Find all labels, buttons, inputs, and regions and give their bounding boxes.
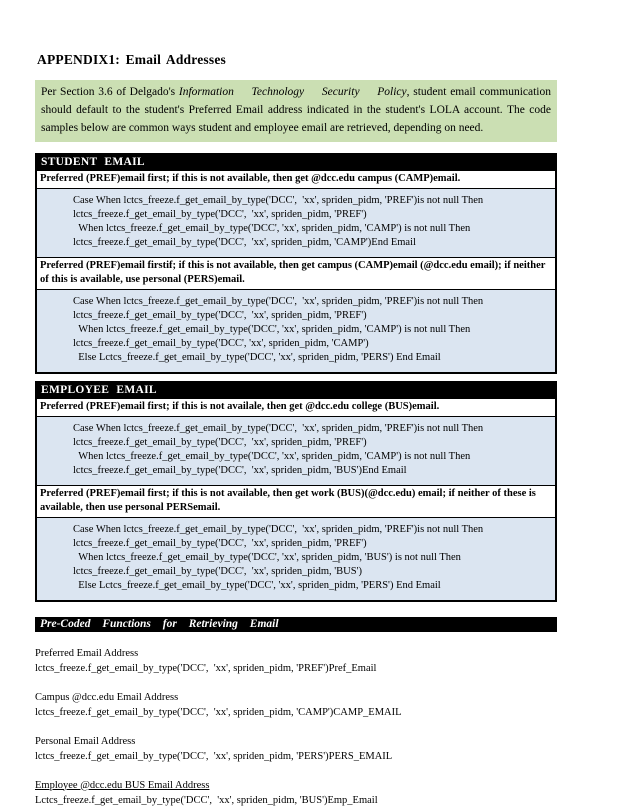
employee-email-section [35, 381, 557, 602]
student-email-code-block-1 [37, 188, 555, 257]
code-line: When lctcs_freeze.f_get_email_by_type('DCC', 'xx', spriden_pidm, 'CAMP') is not null Then [73, 450, 471, 462]
code-line: Else Lctcs_freeze.f_get_email_by_type('DCC', 'xx', spriden_pidm, 'PERS') End Email [73, 579, 441, 591]
precoded-entry-code: lctcs_freeze.f_get_email_by_type('DCC', 'xx', spriden_pidm, 'PERS')PERS_EMAIL [35, 750, 393, 762]
precoded-functions-header-bar: Pre-Coded Functions for Retrieving Email [35, 617, 557, 632]
code-line: lctcs_freeze.f_get_email_by_type('DCC', 'xx', spriden_pidm, 'BUS')End Email [73, 464, 407, 476]
code-line: Else Lctcs_freeze.f_get_email_by_type('DCC', 'xx', spriden_pidm, 'PERS') End Email [73, 351, 441, 363]
intro-text-after: , student email communication should default to the student's Preferred Email address indicated in the student's LOLA account. The code samples below are common ways student and employee email are retrieved, depending on need. [41, 85, 551, 134]
page-content [35, 52, 557, 808]
code-line: Case When lctcs_freeze.f_get_email_by_type('DCC', 'xx', spriden_pidm, 'PREF')is not null Then [73, 194, 484, 206]
precoded-entry-code: lctcs_freeze.f_get_email_by_type('DCC', 'xx', spriden_pidm, 'CAMP')CAMP_EMAIL [35, 706, 402, 718]
employee-email-rule-2: Preferred (PREF)email first; if this is not available, then get work (BUS)(@dcc.edu) email; if neither of these is available, then use personal PERSemail. [37, 485, 555, 517]
intro-text-before: Per Section 3.6 of Delgado's [41, 85, 179, 98]
code-line: lctcs_freeze.f_get_email_by_type('DCC', 'xx', spriden_pidm, 'PREF') [73, 537, 367, 549]
code-line: lctcs_freeze.f_get_email_by_type('DCC', 'xx', spriden_pidm, 'PREF') [73, 436, 367, 448]
code-line: When lctcs_freeze.f_get_email_by_type('DCC', 'xx', spriden_pidm, 'BUS') is not null Then [73, 551, 461, 563]
precoded-functions-section [35, 617, 557, 808]
employee-email-code-block-2 [37, 517, 555, 600]
precoded-entry-label: Campus @dcc.edu Email Address [35, 691, 179, 703]
employee-email-header-bar: EMPLOYEE EMAIL [37, 383, 555, 398]
student-email-rule-1: Preferred (PREF)email first; if this is not available, then get @dcc.edu campus (CAMP)email. [37, 170, 555, 188]
employee-email-code-block-1 [37, 416, 555, 485]
student-email-code-block-2 [37, 289, 555, 372]
code-line: lctcs_freeze.f_get_email_by_type('DCC', 'xx', spriden_pidm, 'PREF') [73, 309, 367, 321]
precoded-entry-label: Employee @dcc.edu BUS Email Address [35, 779, 210, 791]
intro-paragraph [35, 80, 557, 142]
precoded-entry-personal [35, 734, 557, 764]
precoded-entry-campus [35, 690, 557, 720]
employee-email-rule-1: Preferred (PREF)email first; if this is not availale, then get @dcc.edu college (BUS)email. [37, 398, 555, 416]
code-line: When lctcs_freeze.f_get_email_by_type('DCC', 'xx', spriden_pidm, 'CAMP') is not null Then [73, 323, 471, 335]
precoded-entry-preferred [35, 646, 557, 676]
precoded-entry-label: Preferred Email Address [35, 647, 139, 659]
intro-policy-name-italic: Information Technology Security Policy [178, 85, 407, 98]
code-line: lctcs_freeze.f_get_email_by_type('DCC', 'xx', spriden_pidm, 'CAMP') [73, 337, 369, 349]
page-title: APPENDIX1: Email Addresses [37, 52, 226, 67]
precoded-entry-code: lctcs_freeze.f_get_email_by_type('DCC', 'xx', spriden_pidm, 'PREF')Pref_Email [35, 662, 377, 674]
precoded-entry-label: Personal Email Address [35, 735, 136, 747]
code-line: lctcs_freeze.f_get_email_by_type('DCC', 'xx', spriden_pidm, 'BUS') [73, 565, 362, 577]
code-line: When lctcs_freeze.f_get_email_by_type('DCC', 'xx', spriden_pidm, 'CAMP') is not null Then [73, 222, 471, 234]
student-email-section [35, 153, 557, 374]
student-email-rule-2: Preferred (PREF)email firstif; if this is not available, then get campus (CAMP)email (@dcc.edu email); if neither of this is available, use personal (PERS)email. [37, 257, 555, 289]
student-email-header-bar: STUDENT EMAIL [37, 155, 555, 170]
code-line: Case When lctcs_freeze.f_get_email_by_type('DCC', 'xx', spriden_pidm, 'PREF')is not null Then [73, 523, 484, 535]
code-line: lctcs_freeze.f_get_email_by_type('DCC', 'xx', spriden_pidm, 'PREF') [73, 208, 367, 220]
precoded-entry-employee [35, 778, 557, 808]
code-line: Case When lctcs_freeze.f_get_email_by_type('DCC', 'xx', spriden_pidm, 'PREF')is not null Then [73, 422, 484, 434]
code-line: lctcs_freeze.f_get_email_by_type('DCC', 'xx', spriden_pidm, 'CAMP')End Email [73, 236, 416, 248]
code-line: Case When lctcs_freeze.f_get_email_by_type('DCC', 'xx', spriden_pidm, 'PREF')is not null Then [73, 295, 484, 307]
precoded-entry-code: Lctcs_freeze.f_get_email_by_type('DCC', 'xx', spriden_pidm, 'BUS')Emp_Email [35, 794, 378, 806]
